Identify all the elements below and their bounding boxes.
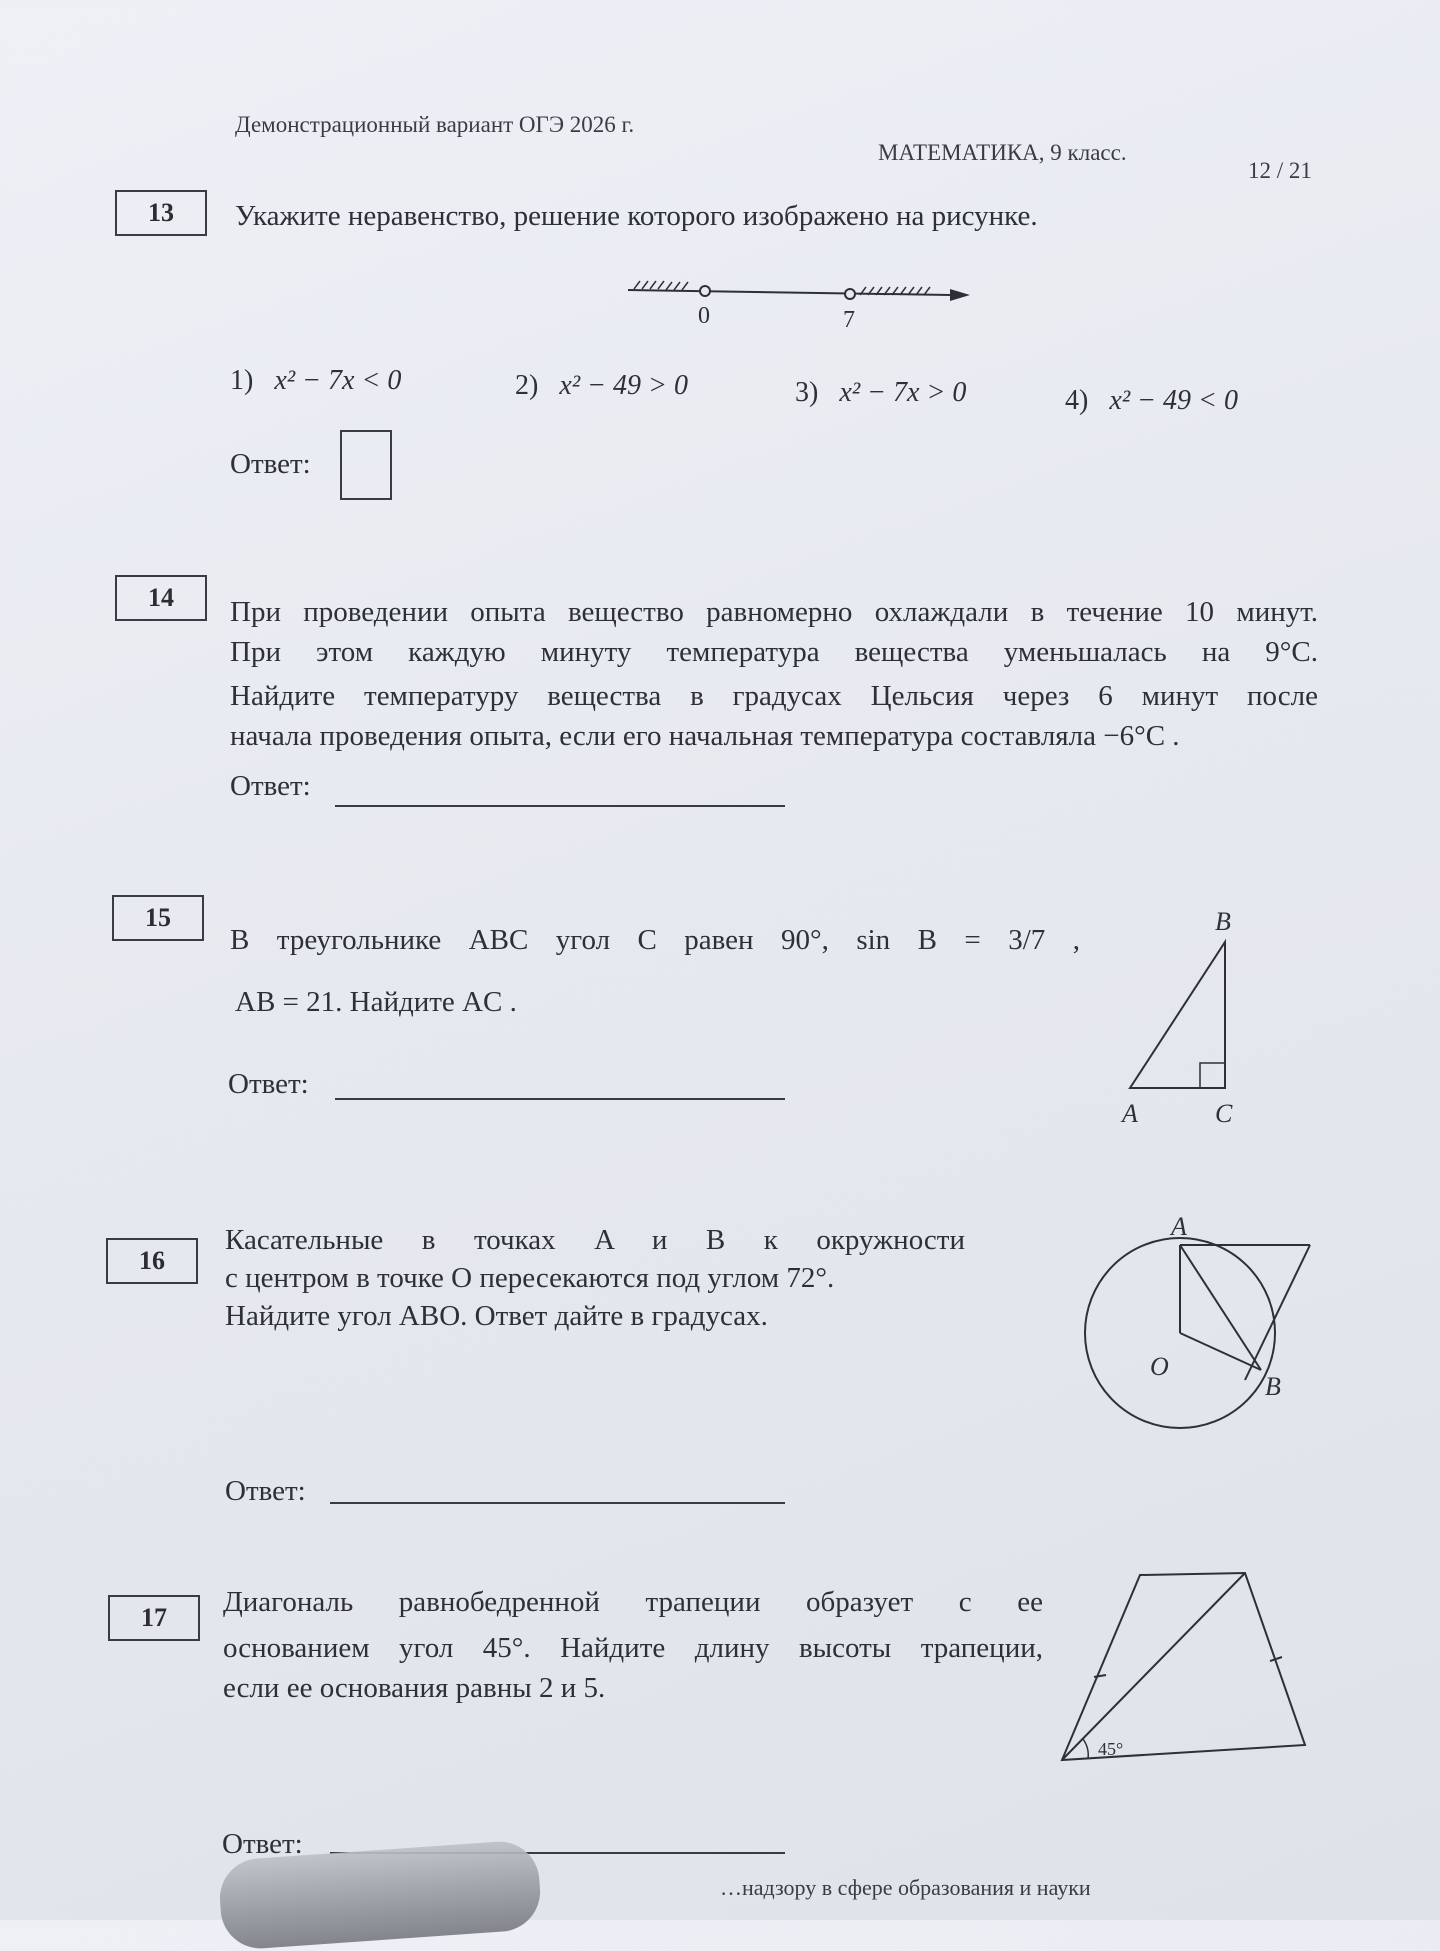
task-16-line-2: с центром в точке O пересекаются под углом 72°. [225,1262,835,1294]
option-4-num: 4) [1065,385,1089,416]
task-13-number-line [620,275,980,335]
left-hatching [634,281,688,290]
label-0: 0 [698,303,710,329]
vertex-c-label: C [1215,1099,1233,1128]
angle-label: 45° [1098,1739,1124,1759]
task-15-answer-line[interactable] [335,1098,785,1100]
option-1-num: 1) [230,365,254,396]
axis-arrow [950,289,970,301]
option-4-expr: x² − 49 < 0 [1109,385,1238,416]
triangle-abc [1130,942,1225,1088]
task-15-answer-label: Ответ: [228,1068,309,1100]
option-3-expr: x² − 7x > 0 [839,377,967,408]
option-3-num: 3) [795,377,819,408]
task-16-number: 16 [106,1238,198,1284]
task-17-number: 17 [108,1595,200,1641]
task-14-line-4: начала проведения опыта, если его начальная температура составляла −6°C . [230,720,1180,752]
point-7 [845,289,855,299]
task-15-triangle-figure [1100,900,1280,1130]
task-13-text: Укажите неравенство, решение которого изображено на рисунке. [235,200,1038,232]
task-13-answer-label: Ответ: [230,448,311,480]
task-14-number: 14 [115,575,207,621]
header-subject: МАТЕМАТИКА, 9 класс. [878,140,1127,165]
task-15-line-1: В треугольнике ABC угол C равен 90°, sin B = 3/7 , [230,924,1080,956]
task-14-line-1: При проведении опыта вещество равномерно охлаждали в течение 10 минут. [230,596,1318,628]
label-7: 7 [843,307,855,333]
angle-arc [1083,1739,1088,1759]
task-14-answer-line[interactable] [335,805,785,807]
task-16-line-1: Касательные в точках A и B к окружности [225,1224,965,1256]
vertex-a-label: A [1122,1099,1138,1128]
task-13-number: 13 [115,190,207,236]
point-0 [700,286,710,296]
task-13-option-4[interactable] [1065,385,1238,417]
footer-text: …надзору в сфере образования и науки [720,1875,1091,1900]
task-13-answer-box[interactable] [340,430,392,500]
option-1-expr: x² − 7x < 0 [274,365,402,396]
task-15-line-2: AB = 21. Найдите AC . [235,986,517,1018]
option-2-num: 2) [515,370,539,401]
trapezoid [1062,1573,1305,1760]
task-17-line-1: Диагональ равнобедренной трапеции образует с ее [223,1586,1043,1618]
point-a-label: A [1171,1212,1187,1241]
right-angle-mark [1200,1063,1225,1088]
vertex-b-label: B [1215,907,1231,936]
diagonal [1062,1573,1245,1760]
task-14-answer-label: Ответ: [230,770,311,802]
point-b-label: B [1265,1372,1281,1401]
task-17-line-2: основанием угол 45°. Найдите длину высоты трапеции, [223,1632,1043,1664]
task-16-answer-label: Ответ: [225,1475,306,1507]
option-2-expr: x² − 49 > 0 [559,370,688,401]
task-15-number: 15 [112,895,204,941]
header-page: 12 / 21 [1248,158,1312,183]
task-14-line-2: При этом каждую минуту температура вещества уменьшалась на 9°C. [230,636,1318,668]
task-14-line-3: Найдите температуру вещества в градусах Цельсия через 6 минут после [230,680,1318,712]
task-13-option-1[interactable] [230,365,401,397]
header-left: Демонстрационный вариант ОГЭ 2026 г. [235,112,635,137]
task-17-line-3: если ее основания равны 2 и 5. [223,1672,606,1704]
task-13-option-3[interactable] [795,377,966,409]
point-o-label: O [1150,1352,1169,1381]
task-16-answer-line[interactable] [330,1502,785,1504]
left-leg-tick [1094,1675,1106,1677]
task-16-line-3: Найдите угол ABO. Ответ дайте в градусах. [225,1300,768,1332]
task-17-answer-label: Ответ: [222,1828,303,1860]
task-13-option-2[interactable] [515,370,688,402]
task-16-circle-figure [1075,1205,1335,1445]
task-17-trapezoid-figure [1050,1565,1310,1765]
